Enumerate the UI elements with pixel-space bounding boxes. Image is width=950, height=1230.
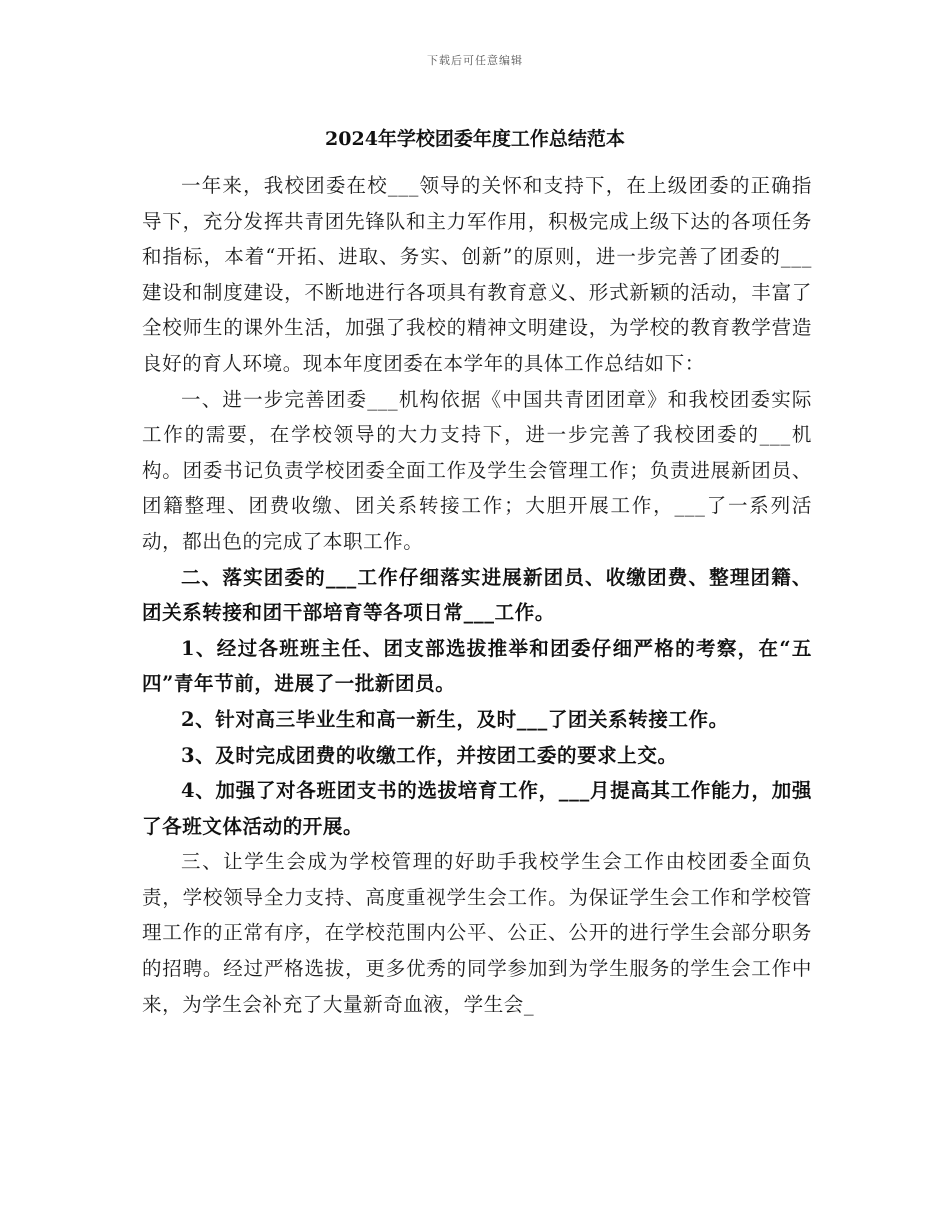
- header-note: 下载后可任意编辑: [427, 54, 523, 67]
- paragraph-item-2: 2、针对高三毕业生和高一新生，及时___了团关系转接工作。: [181, 707, 729, 731]
- paragraph-intro: 一年来，我校团委在校___领导的关怀和支持下，在上级团委的正确指导下，充分发挥共青团先锋队和主力军作用，积极完成上级下达的各项任务和指标，本着“开拓、进取、务实、创新”的原则，进一步完善了团委的___建设和制度建设，不断地进行各项具有教育意义、形式新颖的活动，丰富了全校师生的课外生活，加强了我校的精神文明建设，为学校的教育教学营造良好的育人环境。现本年度团委在本学年的具体工作总结如下：: [142, 174, 812, 375]
- document-title: 2024年学校团委年度工作总结范本: [325, 128, 625, 150]
- paragraph-section-2-heading: 二、落实团委的___工作仔细落实进展新团员、收缴团费、整理团籍、团关系转接和团干部培育等各项日常___工作。: [142, 565, 812, 625]
- paragraph-item-1: 1、经过各班班主任、团支部选拔推举和团委仔细严格的考察，在“五四”青年节前，进展了一批新团员。: [142, 636, 812, 696]
- document-body: [142, 168, 812, 1022]
- paragraph-item-3: 3、及时完成团费的收缴工作，并按团工委的要求上交。: [181, 743, 678, 767]
- paragraph-section-1: 一、进一步完善团委___机构依据《中国共青团团章》和我校团委实际工作的需要，在学校领导的大力支持下，进一步完善了我校团委的___机构。团委书记负责学校团委全面工作及学生会管理工作；负责进展新团员、团籍整理、团费收缴、团关系转接工作；大胆开展工作，___了一系列活动，都出色的完成了本职工作。: [142, 387, 812, 553]
- paragraph-section-3: 三、让学生会成为学校管理的好助手我校学生会工作由校团委全面负责，学校领导全力支持、高度重视学生会工作。为保证学生会工作和学校管理工作的正常有序，在学校范围内公平、公正、公开的进行学生会部分职务的招聘。经过严格选拔，更多优秀的同学参加到为学生服务的学生会工作中来，为学生会补充了大量新奇血液，学生会_: [142, 850, 812, 1016]
- paragraph-item-4: 4、加强了对各班团支书的选拔培育工作，___月提高其工作能力，加强了各班文体活动的开展。: [142, 779, 812, 838]
